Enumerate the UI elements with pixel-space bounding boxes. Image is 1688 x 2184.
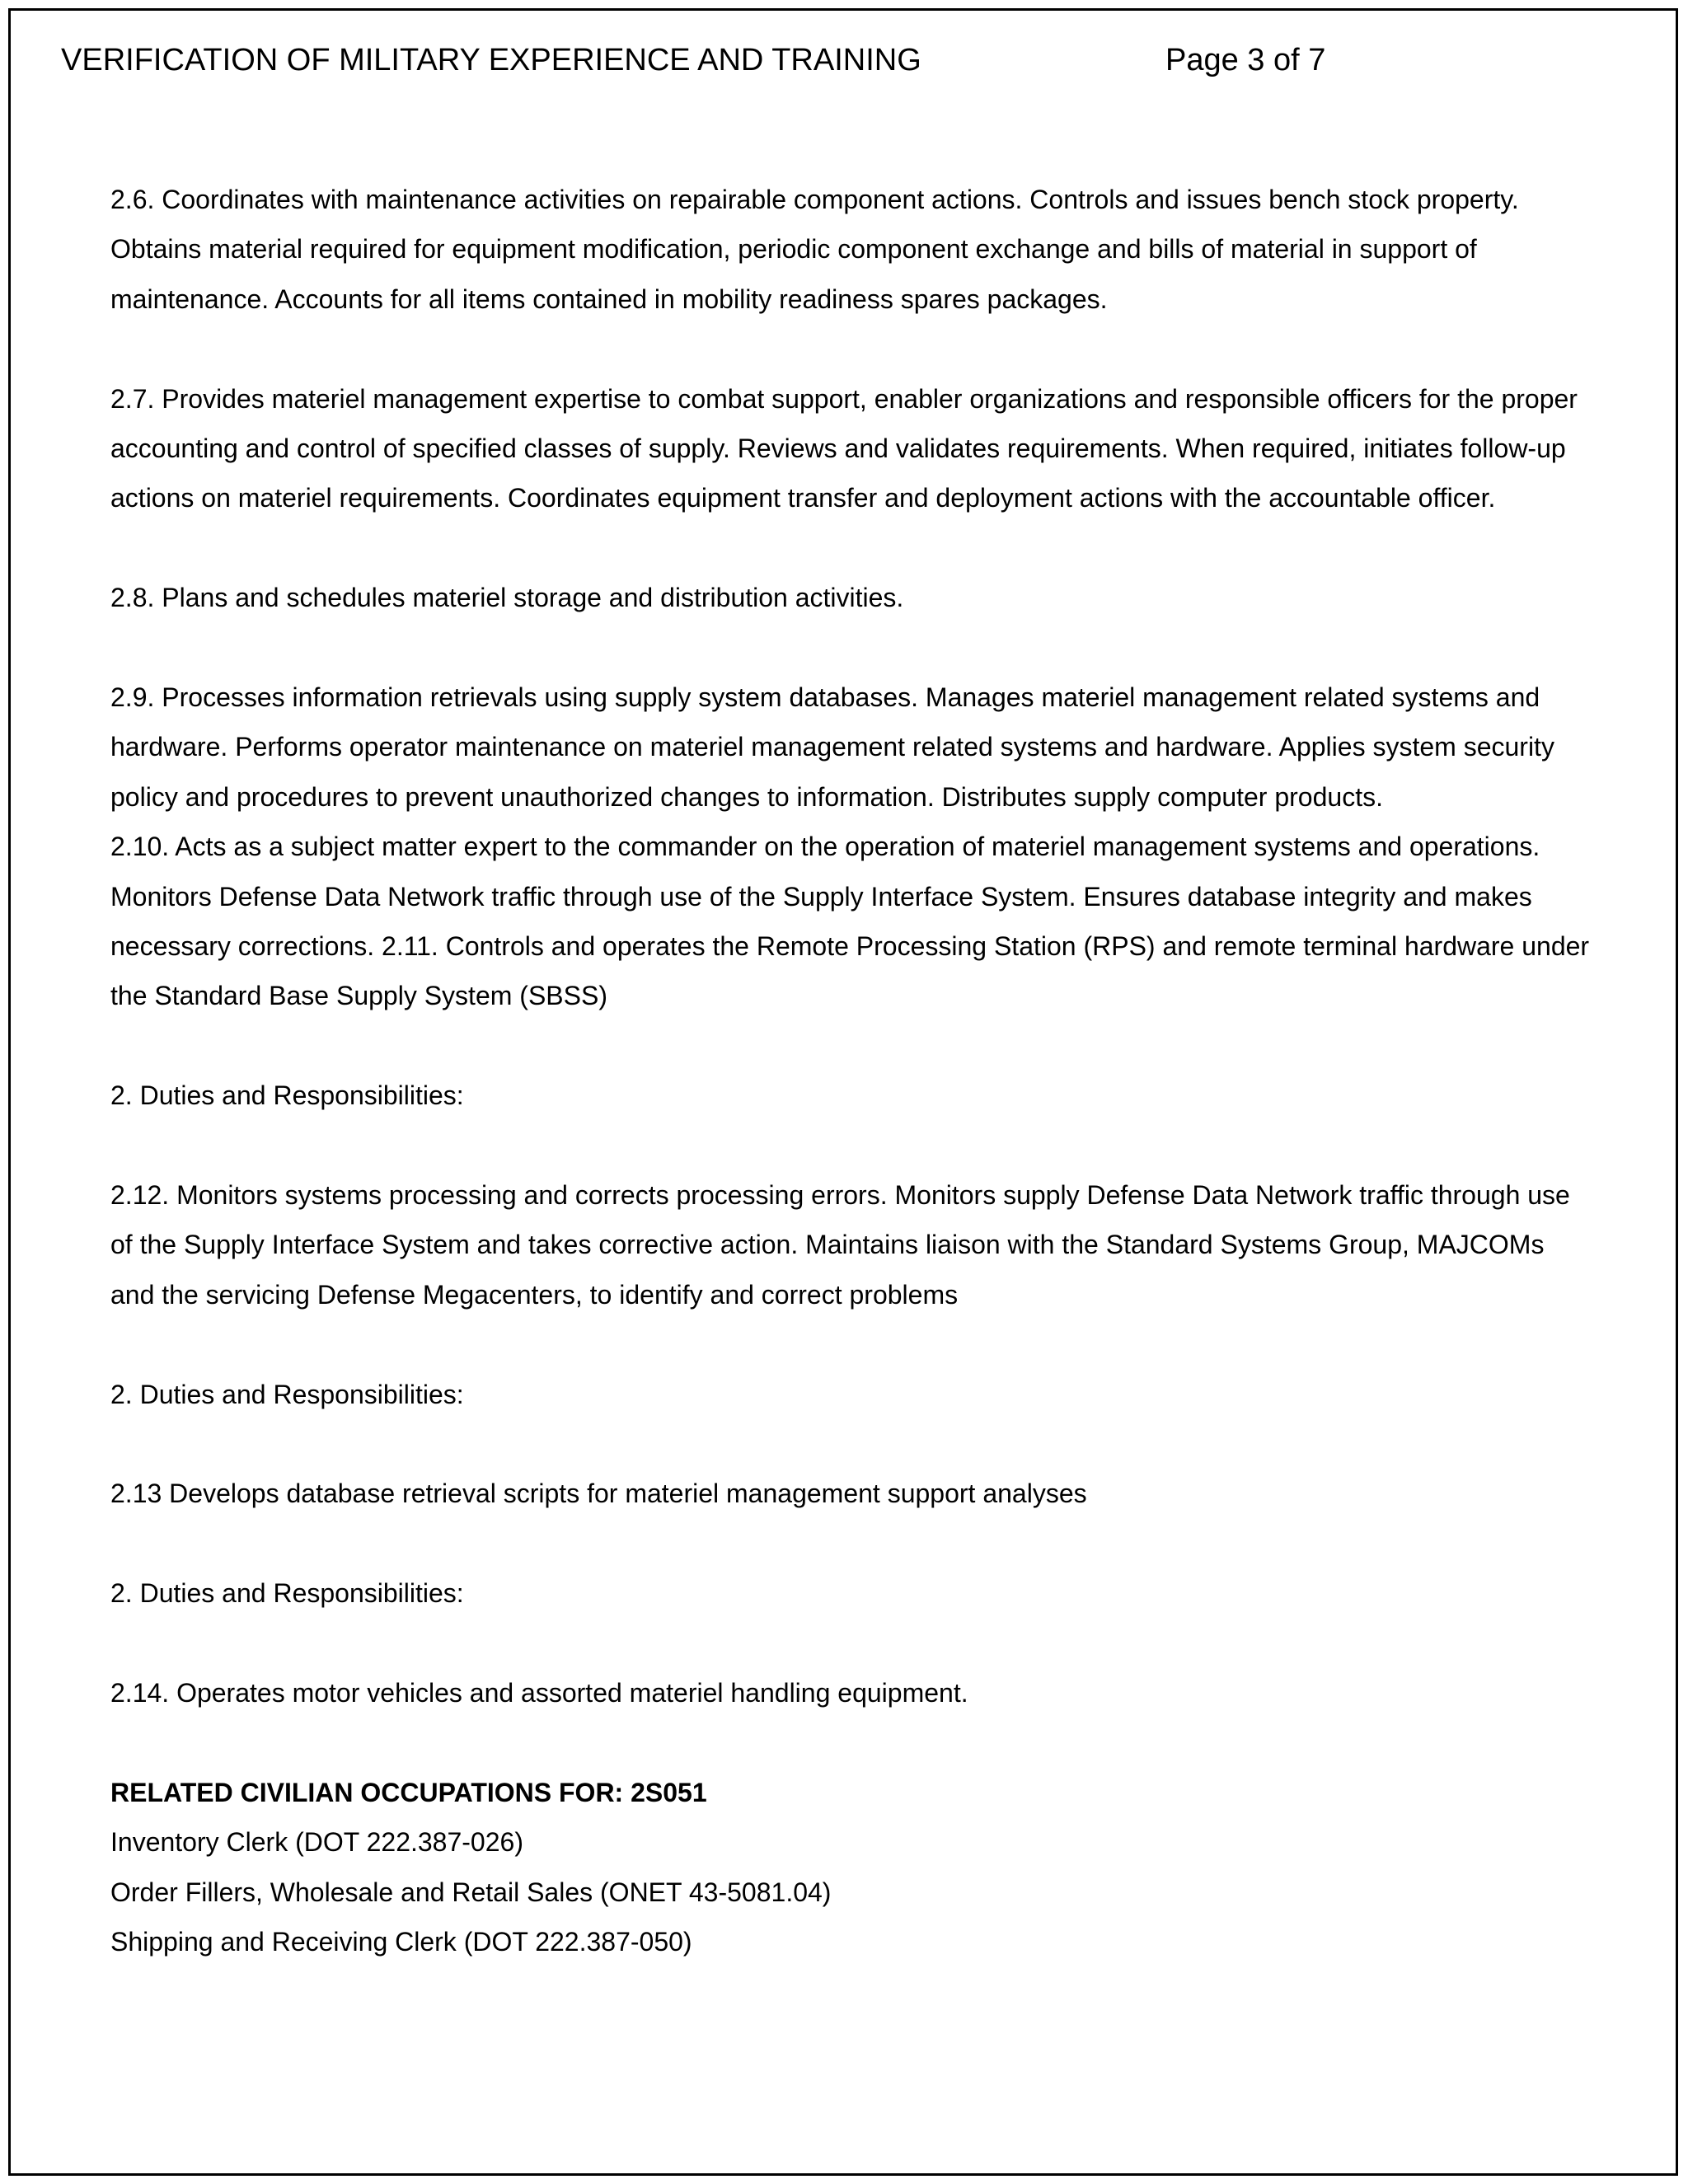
section-heading-duties: 2. Duties and Responsibilities: — [110, 1379, 464, 1409]
occupation-item: Inventory Clerk (DOT 222.387-026) — [110, 1827, 523, 1858]
section-heading-duties: 2. Duties and Responsibilities: — [110, 1578, 464, 1609]
paragraph-2-10: 2.10. Acts as a subject matter expert to the commander on the operation of materiel management systems and operations. Monitors Defense Data Network traffic through use of the Supply Interface System. Ensures database integrity and makes necessary corrections. 2.11. Controls and operates the Remote Processing Station (RPS) and remote terminal hardware under the Standard Base Supply System (SBSS) — [110, 832, 1590, 1011]
occupation-item: Shipping and Receiving Clerk (DOT 222.387-050) — [110, 1927, 692, 1957]
occupation-item: Order Fillers, Wholesale and Retail Sales (ONET 43-5081.04) — [110, 1877, 832, 1907]
paragraph-2-12: 2.12. Monitors systems processing and corrects processing errors. Monitors supply Defense Data Network traffic through use of the Supply Interface System and takes corrective action. Maintains liaison with the Standard Systems Group, MAJCOMs and the servicing Defense Megacenters, to identify and correct problems — [110, 1180, 1570, 1310]
paragraph-2-14: 2.14. Operates motor vehicles and assorted materiel handling equipment. — [110, 1678, 968, 1708]
paragraph-2-9: 2.9. Processes information retrievals using supply system databases. Manages materiel management related systems and hardware. Performs operator maintenance on materiel management related systems and hardware. Applies system security policy and procedures to prevent unauthorized changes to information. Distributes supply computer products. — [110, 682, 1554, 812]
related-occupations-heading: RELATED CIVILIAN OCCUPATIONS FOR: 2S051 — [110, 1777, 707, 1807]
paragraph-2-8: 2.8. Plans and schedules materiel storage and distribution activities. — [110, 583, 904, 613]
document-body — [110, 175, 1594, 1966]
paragraph-2-13: 2.13 Develops database retrieval scripts for materiel management support analyses — [110, 1479, 1087, 1509]
document-title: VERIFICATION OF MILITARY EXPERIENCE AND TRAINING — [61, 43, 921, 77]
paragraph-2-7: 2.7. Provides materiel management expertise to combat support, enabler organizations and responsible officers for the proper accounting and control of specified classes of supply. Reviews and validates requirements. When required, initiates follow-up actions on materiel requirements. Coordinates equipment transfer and deployment actions with the accountable officer. — [110, 383, 1578, 513]
section-heading-duties: 2. Duties and Responsibilities: — [110, 1080, 464, 1111]
page-number: Page 3 of 7 — [1165, 43, 1326, 77]
paragraph-2-6: 2.6. Coordinates with maintenance activities on repairable component actions. Controls and issues bench stock property. Obtains material required for equipment modification, periodic component exchange and bills of material in support of maintenance. Accounts for all items contained in mobility readiness spares packages. — [110, 185, 1519, 314]
